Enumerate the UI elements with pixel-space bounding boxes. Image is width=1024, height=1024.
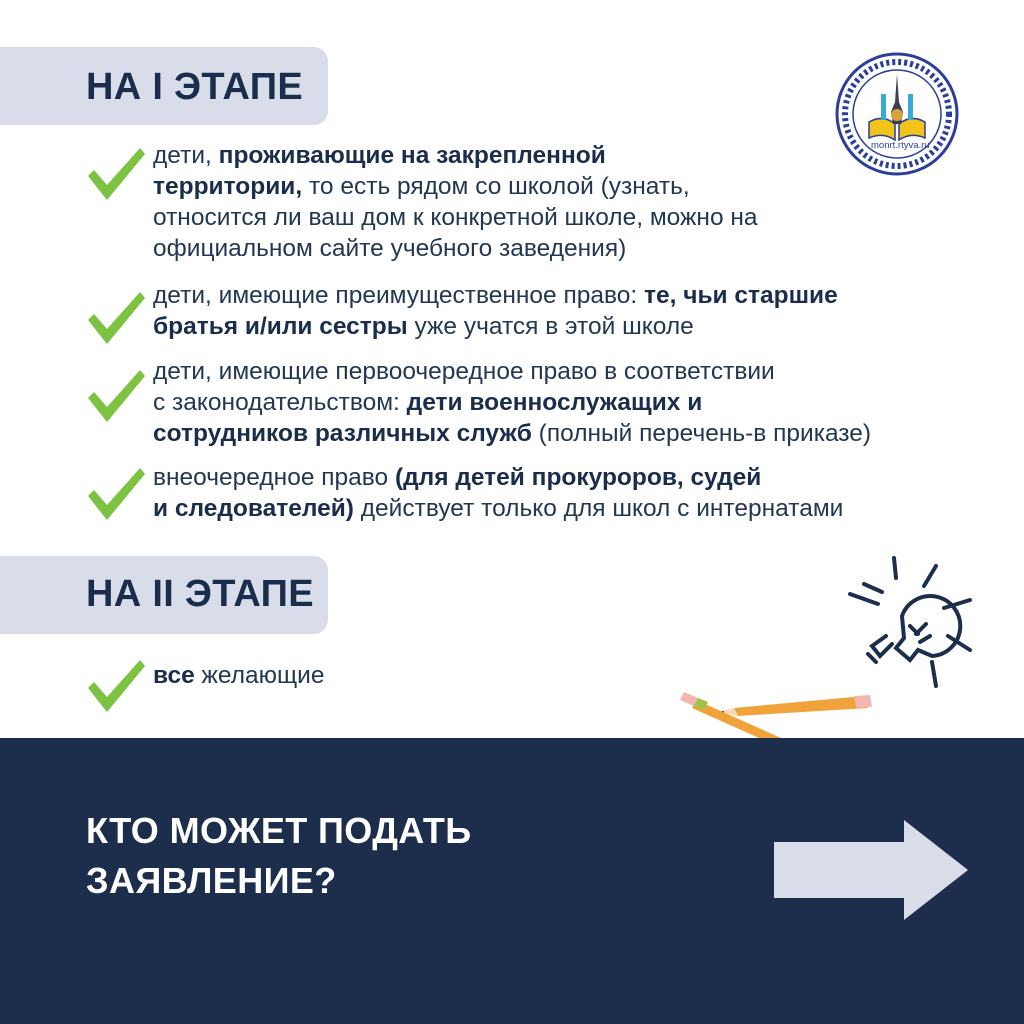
ministry-emblem-icon	[835, 52, 959, 176]
bold-text: (для детей прокуроров, судей	[394, 464, 762, 491]
regular-text: желающие	[194, 662, 325, 689]
regular-text: дети,	[153, 142, 219, 169]
text-line	[153, 202, 758, 233]
checkmark-icon	[82, 362, 148, 428]
stage-1-item-text	[153, 356, 871, 449]
checkmark-icon	[82, 284, 148, 350]
bold-text: братья и/или сестры	[153, 313, 408, 340]
text-line	[153, 280, 838, 311]
regular-text: действует только для школ с интернатами	[353, 495, 844, 522]
stage-1-item-text	[153, 140, 758, 264]
footer-title-line-1: КТО МОЖЕТ ПОДАТЬ	[86, 810, 472, 851]
regular-text: уже учатся в этой школе	[407, 313, 694, 340]
bold-text: проживающие на закрепленной	[218, 142, 606, 169]
stage-2-tab	[0, 556, 328, 634]
regular-text: с законодательством:	[153, 389, 407, 416]
bold-text: дети военнослужащих и	[406, 389, 703, 416]
ministry-logo	[835, 52, 959, 176]
stage-1-item-text	[153, 462, 843, 524]
regular-text: то есть рядом со школой (узнать,	[302, 173, 690, 200]
right-arrow-icon[interactable]	[774, 820, 968, 920]
checkmark-icon	[82, 652, 148, 718]
text-line	[153, 493, 843, 524]
text-line	[153, 356, 871, 387]
regular-text: внеочередное право	[153, 464, 395, 491]
regular-text: дети, имеющие первоочередное право в соответствии	[153, 358, 775, 385]
footer-title	[86, 806, 472, 906]
stage-2-item-text	[153, 660, 324, 691]
stage-1-title: НА I ЭТАПЕ	[86, 66, 304, 108]
lightbulb-icon	[838, 550, 988, 700]
regular-text: официальном сайте учебного заведения)	[153, 235, 627, 262]
bold-text: те, чьи старшие	[643, 282, 838, 309]
text-line	[153, 140, 758, 171]
text-line	[153, 660, 324, 691]
stage-2-title: НА II ЭТАПЕ	[86, 573, 314, 615]
bold-text: сотрудников различных служб	[153, 420, 532, 447]
bold-text: и следователей)	[153, 495, 354, 522]
regular-text: (полный перечень-в приказе)	[531, 420, 872, 447]
stage-1-tab	[0, 47, 328, 125]
regular-text: дети, имеющие преимущественное право:	[153, 282, 644, 309]
logo-caption: monrt.rtyva.ru	[871, 140, 930, 151]
bold-text: территории,	[153, 173, 303, 200]
checkmark-icon	[82, 140, 148, 206]
stage-1-item-text	[153, 280, 838, 342]
text-line	[153, 418, 871, 449]
footer-title-line-2: ЗАЯВЛЕНИЕ?	[86, 860, 337, 901]
text-line	[153, 387, 871, 418]
checkmark-icon	[82, 460, 148, 526]
text-line	[153, 171, 758, 202]
bold-text: все	[153, 662, 195, 689]
text-line	[153, 462, 843, 493]
regular-text: относится ли ваш дом к конкретной школе, можно на	[153, 204, 758, 231]
text-line	[153, 311, 838, 342]
text-line	[153, 233, 758, 264]
